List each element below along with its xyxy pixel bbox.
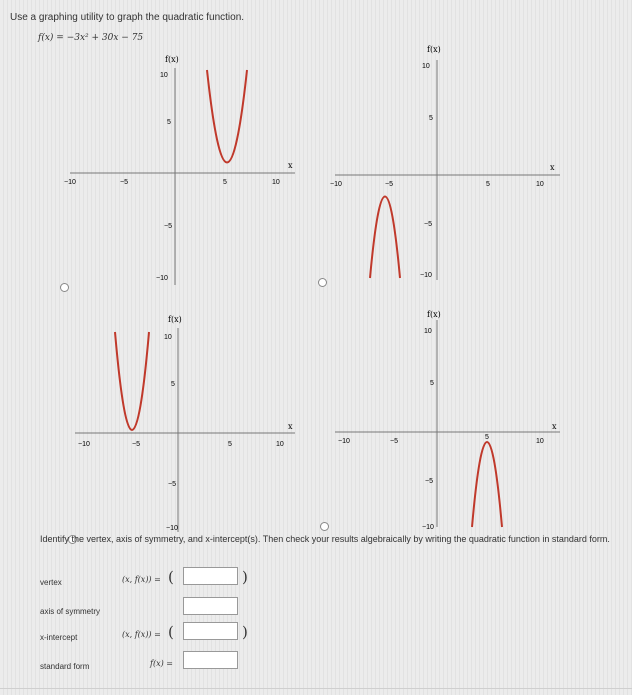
x-tick-neg10: −10 — [78, 441, 90, 448]
vertex-left-paren: ( — [168, 568, 174, 586]
radio-option-a[interactable] — [60, 283, 69, 292]
x-axis-label: x — [550, 163, 555, 172]
graph-c-svg — [70, 310, 310, 535]
axis-of-symmetry-input[interactable] — [183, 597, 238, 615]
x-tick-10: 10 — [276, 441, 284, 448]
graph-option-b — [330, 40, 570, 280]
y-tick-neg5: −5 — [425, 478, 433, 485]
vertex-pair-notation: (x, f(x)) = — [122, 575, 161, 584]
parabola-curve — [207, 70, 247, 163]
y-tick-neg10: −10 — [166, 525, 178, 532]
x-intercept-right-paren: ) — [242, 623, 248, 641]
x-tick-neg5: −5 — [120, 179, 128, 186]
x-axis-label: x — [288, 422, 293, 431]
vertex-input[interactable] — [183, 567, 238, 585]
y-tick-neg5: −5 — [164, 223, 172, 230]
x-tick-neg10: −10 — [338, 438, 350, 445]
y-axis-label: f(x) — [165, 55, 179, 64]
vertex-right-paren: ) — [242, 568, 248, 586]
y-axis-label: f(x) — [427, 45, 441, 54]
x-tick-5: 5 — [485, 434, 489, 441]
parabola-curve — [115, 332, 149, 430]
graph-b-svg — [330, 40, 570, 280]
x-tick-10: 10 — [272, 179, 280, 186]
x-tick-neg10: −10 — [64, 179, 76, 186]
x-intercept-pair-notation: (x, f(x)) = — [122, 630, 161, 639]
x-tick-neg5: −5 — [132, 441, 140, 448]
x-tick-5: 5 — [486, 181, 490, 188]
y-tick-neg5: −5 — [168, 481, 176, 488]
radio-option-b[interactable] — [318, 278, 327, 287]
x-tick-neg5: −5 — [385, 181, 393, 188]
x-tick-neg5: −5 — [390, 438, 398, 445]
y-tick-neg5: −5 — [424, 221, 432, 228]
y-tick-10: 10 — [424, 328, 432, 335]
x-intercept-input[interactable] — [183, 622, 238, 640]
function-definition: f(x) = −3x² + 30x − 75 — [38, 33, 144, 43]
graph-option-a — [60, 50, 300, 290]
standard-form-notation: f(x) = — [150, 659, 173, 668]
y-axis-label: f(x) — [168, 315, 182, 324]
y-tick-10: 10 — [422, 63, 430, 70]
instructions-text: Identify the vertex, axis of symmetry, and x-intercept(s). Then check your results algebraically by writing the quadratic function in standard form. — [40, 534, 610, 544]
x-tick-10: 10 — [536, 438, 544, 445]
graph-option-c — [70, 310, 310, 535]
x-intercept-left-paren: ( — [168, 623, 174, 641]
parabola-curve — [370, 197, 400, 279]
y-tick-5: 5 — [167, 119, 171, 126]
y-tick-neg10: −10 — [420, 272, 432, 279]
parabola-curve — [472, 442, 502, 527]
x-intercept-label: x-intercept — [40, 633, 78, 642]
y-tick-10: 10 — [164, 334, 172, 341]
graph-option-d — [330, 305, 570, 530]
standard-form-label: standard form — [40, 662, 90, 671]
x-tick-5: 5 — [228, 441, 232, 448]
divider — [0, 688, 632, 689]
y-tick-10: 10 — [160, 72, 168, 79]
x-axis-label: x — [288, 161, 293, 170]
standard-form-input[interactable] — [183, 651, 238, 669]
y-tick-5: 5 — [430, 380, 434, 387]
graph-d-svg — [330, 305, 570, 530]
y-axis-label: f(x) — [427, 310, 441, 319]
y-tick-neg10: −10 — [156, 275, 168, 282]
x-tick-5: 5 — [223, 179, 227, 186]
y-tick-5: 5 — [429, 115, 433, 122]
y-tick-neg10: −10 — [422, 524, 434, 530]
graph-a-svg — [60, 50, 300, 290]
vertex-label: vertex — [40, 578, 62, 587]
y-tick-5: 5 — [171, 381, 175, 388]
x-axis-label: x — [552, 422, 557, 431]
x-tick-10: 10 — [536, 181, 544, 188]
radio-option-d[interactable] — [320, 522, 329, 531]
axis-of-symmetry-label: axis of symmetry — [40, 607, 101, 616]
problem-prompt: Use a graphing utility to graph the quadratic function. — [10, 12, 245, 23]
x-tick-neg10: −10 — [330, 181, 342, 188]
